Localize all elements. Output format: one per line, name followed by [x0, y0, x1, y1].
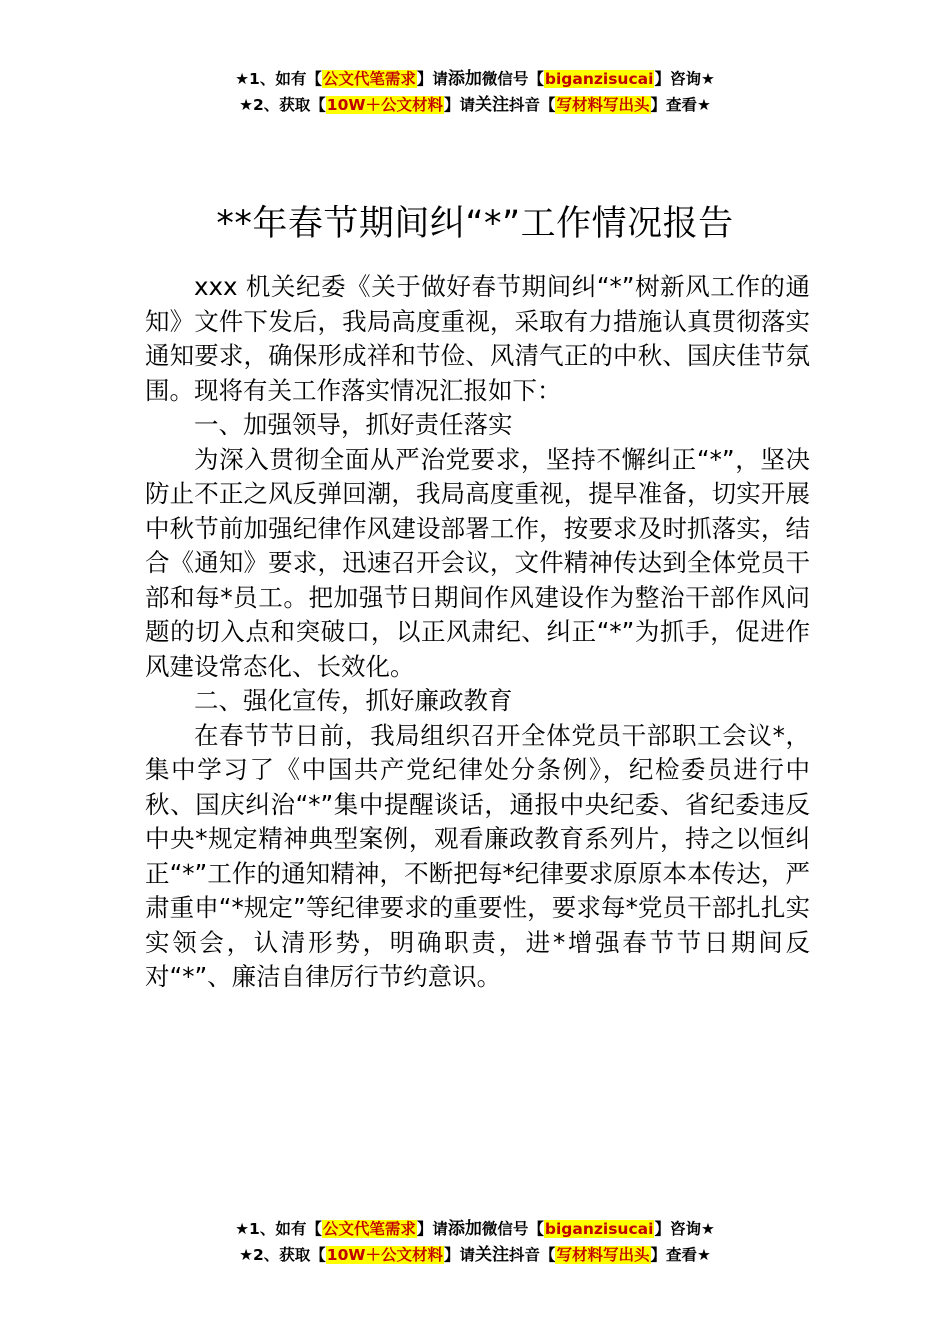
banner-emphasis: 添加: [447, 1219, 482, 1239]
banner-text: ★1、如有【: [235, 70, 322, 88]
section-heading-1: 一、加强领导，抓好责任落实: [194, 410, 513, 439]
banner-highlight: 写材料写出头: [556, 1246, 650, 1264]
banner-text: ★2、获取【: [239, 1246, 326, 1264]
banner-text: 】请: [443, 1246, 475, 1264]
banner-text: 微信号【: [481, 1220, 544, 1238]
banner-line-1: [0, 1216, 950, 1242]
section-paragraph-2: 在春节节日前，我局组织召开全体党员干部职工会议*，集中学习了《中国共产党纪律处分条例》，纪检委员进行中秋、国庆纠治“*”集中提醒谈话，通报中央纪委、省纪委违反中央*规定精神典型案例，观看廉政教育系列片，持之以恒纠正“*”工作的通知精神，不断把每*纪律要求原原本本传达，严肃重申“*规定”等纪律要求的重要性，要求每*党员干部扎扎实实领会，认清形势，明确职责，进*增强春节节日期间反对“*”、廉洁自律厉行节约意识。: [145, 720, 810, 991]
banner-highlight: 写材料写出头: [556, 96, 650, 114]
section-heading-2: 二、强化宣传，抓好廉政教育: [194, 686, 513, 715]
banner-text: 】咨询★: [654, 70, 715, 88]
document-body: [145, 270, 810, 995]
banner-line-2: [0, 1242, 950, 1268]
banner-line-2: [0, 92, 950, 118]
banner-highlight: 10W＋公文材料: [326, 96, 443, 114]
banner-text: 抖音【: [508, 1246, 556, 1264]
banner-emphasis: 添加: [447, 69, 482, 89]
banner-line-1: [0, 66, 950, 92]
banner-text: 】请: [443, 96, 475, 114]
banner-text: ★1、如有【: [235, 1220, 322, 1238]
banner-highlight: biganzisucai: [544, 1220, 654, 1238]
intro-paragraph: xxx 机关纪委《关于做好春节期间纠“*”树新风工作的通知》文件下发后，我局高度重视，采取有力措施认真贯彻落实通知要求，确保形成祥和节俭、风清气正的中秋、国庆佳节氛围。现将有关工作落实情况汇报如下：: [145, 272, 810, 405]
banner-text: ★2、获取【: [239, 96, 326, 114]
banner-text: 】咨询★: [654, 1220, 715, 1238]
banner-highlight: 公文代笔需求: [322, 1220, 416, 1238]
banner-emphasis: 关注: [474, 1245, 509, 1265]
section-paragraph-1: 为深入贯彻全面从严治党要求，坚持不懈纠正“*”，坚决防止不正之风反弹回潮，我局高度重视，提早准备，切实开展中秋节前加强纪律作风建设部署工作，按要求及时抓落实，结合《通知》要求，迅速召开会议，文件精神传达到全体党员干部和每*员工。把加强节日期间作风建设作为整治干部作风问题的切入点和突破口，以正风肃纪、纠正“*”为抓手，促进作风建设常态化、长效化。: [145, 444, 810, 681]
banner-highlight: 公文代笔需求: [322, 70, 416, 88]
banner-emphasis: 关注: [474, 95, 509, 115]
banner-highlight: biganzisucai: [544, 70, 654, 88]
banner-text: 】查看★: [650, 96, 711, 114]
header-banner: [0, 66, 950, 118]
banner-text: 】查看★: [650, 1246, 711, 1264]
banner-highlight: 10W＋公文材料: [326, 1246, 443, 1264]
footer-banner: [0, 1216, 950, 1268]
banner-text: 抖音【: [508, 96, 556, 114]
document-title: **年春节期间纠“*”工作情况报告: [216, 204, 734, 245]
banner-text: 】请: [416, 1220, 448, 1238]
banner-text: 】请: [416, 70, 448, 88]
banner-text: 微信号【: [481, 70, 544, 88]
